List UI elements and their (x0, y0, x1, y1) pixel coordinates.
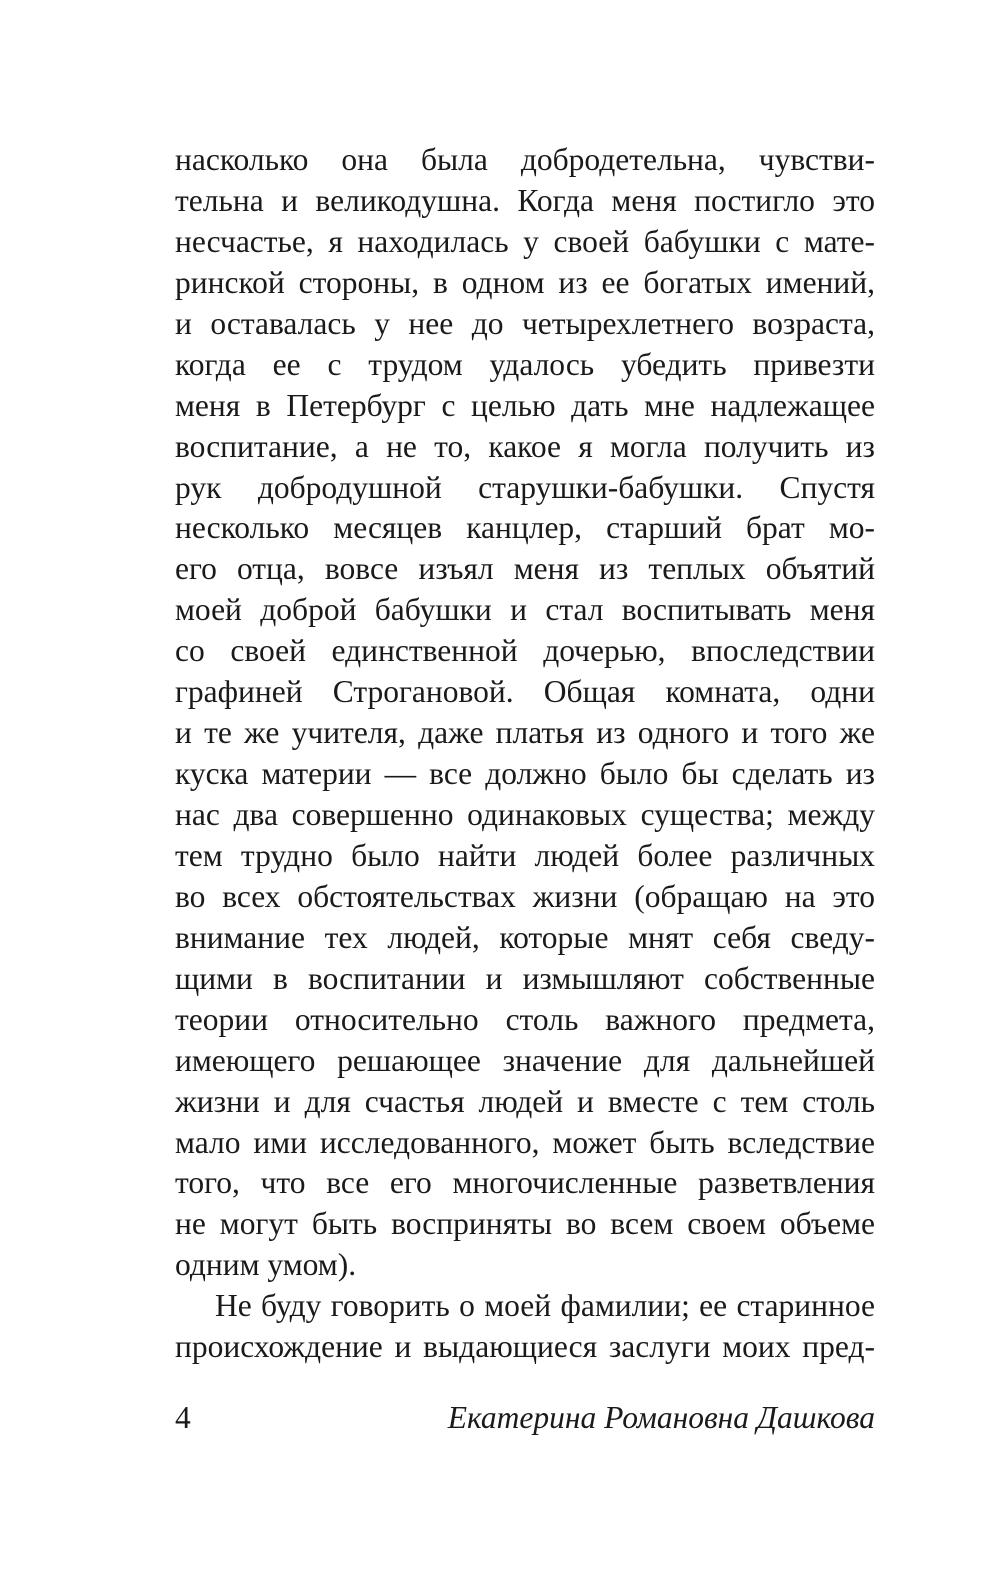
text-line: во всех обстоятельствах жизни (обращаю на это (175, 878, 875, 914)
paragraph-start-line: Не буду говорить о моей фамилии; ее старинное (215, 1288, 875, 1324)
text-line: со своей единственной дочерью, впоследствии (175, 633, 875, 669)
text-line: несчастье, я находилась у своей бабушки с мате- (175, 223, 875, 259)
text-line: куска материи — все должно было бы сделать из (175, 756, 875, 792)
text-line: рук добродушной старушки-бабушки. Спустя (175, 469, 875, 505)
text-line: происхождение и выдающиеся заслуги моих пред- (175, 1329, 875, 1365)
text-line: теории относительно столь важного предмета, (175, 1001, 875, 1037)
text-line: тельна и великодушна. Когда меня постигло это (175, 182, 875, 218)
text-line: ринской стороны, в одном из ее богатых имений, (175, 264, 875, 300)
text-line: внимание тех людей, которые мнят себя сведу- (175, 919, 875, 955)
paragraph-end-line: одним умом). (175, 1247, 357, 1283)
text-line: жизни и для счастья людей и вместе с тем столь (175, 1083, 875, 1119)
text-line: и оставалась у нее до четырехлетнего возраста, (175, 305, 875, 341)
text-line: щими в воспитании и измышляют собственные (175, 960, 875, 996)
text-line: того, что все его многочисленные разветвления (175, 1165, 875, 1201)
text-line: несколько месяцев канцлер, старший брат мо- (175, 510, 875, 546)
text-line: тем трудно было найти людей более различных (175, 837, 875, 873)
text-line: моей доброй бабушки и стал воспитывать меня (175, 592, 875, 628)
text-line: мало ими исследованного, может быть вследствие (175, 1124, 875, 1160)
text-line: имеющего решающее значение для дальнейшей (175, 1042, 875, 1078)
text-line: нас два совершенно одинаковых существа; между (175, 797, 875, 832)
text-line: и те же учителя, даже платья из одного и того же (175, 715, 875, 751)
text-line: графиней Строгановой. Общая комната, одни (175, 674, 875, 710)
text-line: меня в Петербург с целью дать мне надлежащее (175, 387, 875, 423)
page-number: 4 (175, 1400, 191, 1435)
text-line: насколько она была добродетельна, чувстви- (175, 142, 875, 177)
text-line: воспитание, а не то, какое я могла получить из (175, 428, 875, 464)
body-text (175, 140, 875, 1368)
text-line: когда ее с трудом удалось убедить привезти (175, 346, 875, 382)
running-footer-author: Екатерина Романовна Дашкова (447, 1400, 875, 1435)
text-line: не могут быть восприняты во всем своем объеме (175, 1206, 875, 1242)
page-footer (175, 1398, 875, 1438)
text-line: его отца, вовсе изъял меня из теплых объятий (175, 551, 875, 587)
